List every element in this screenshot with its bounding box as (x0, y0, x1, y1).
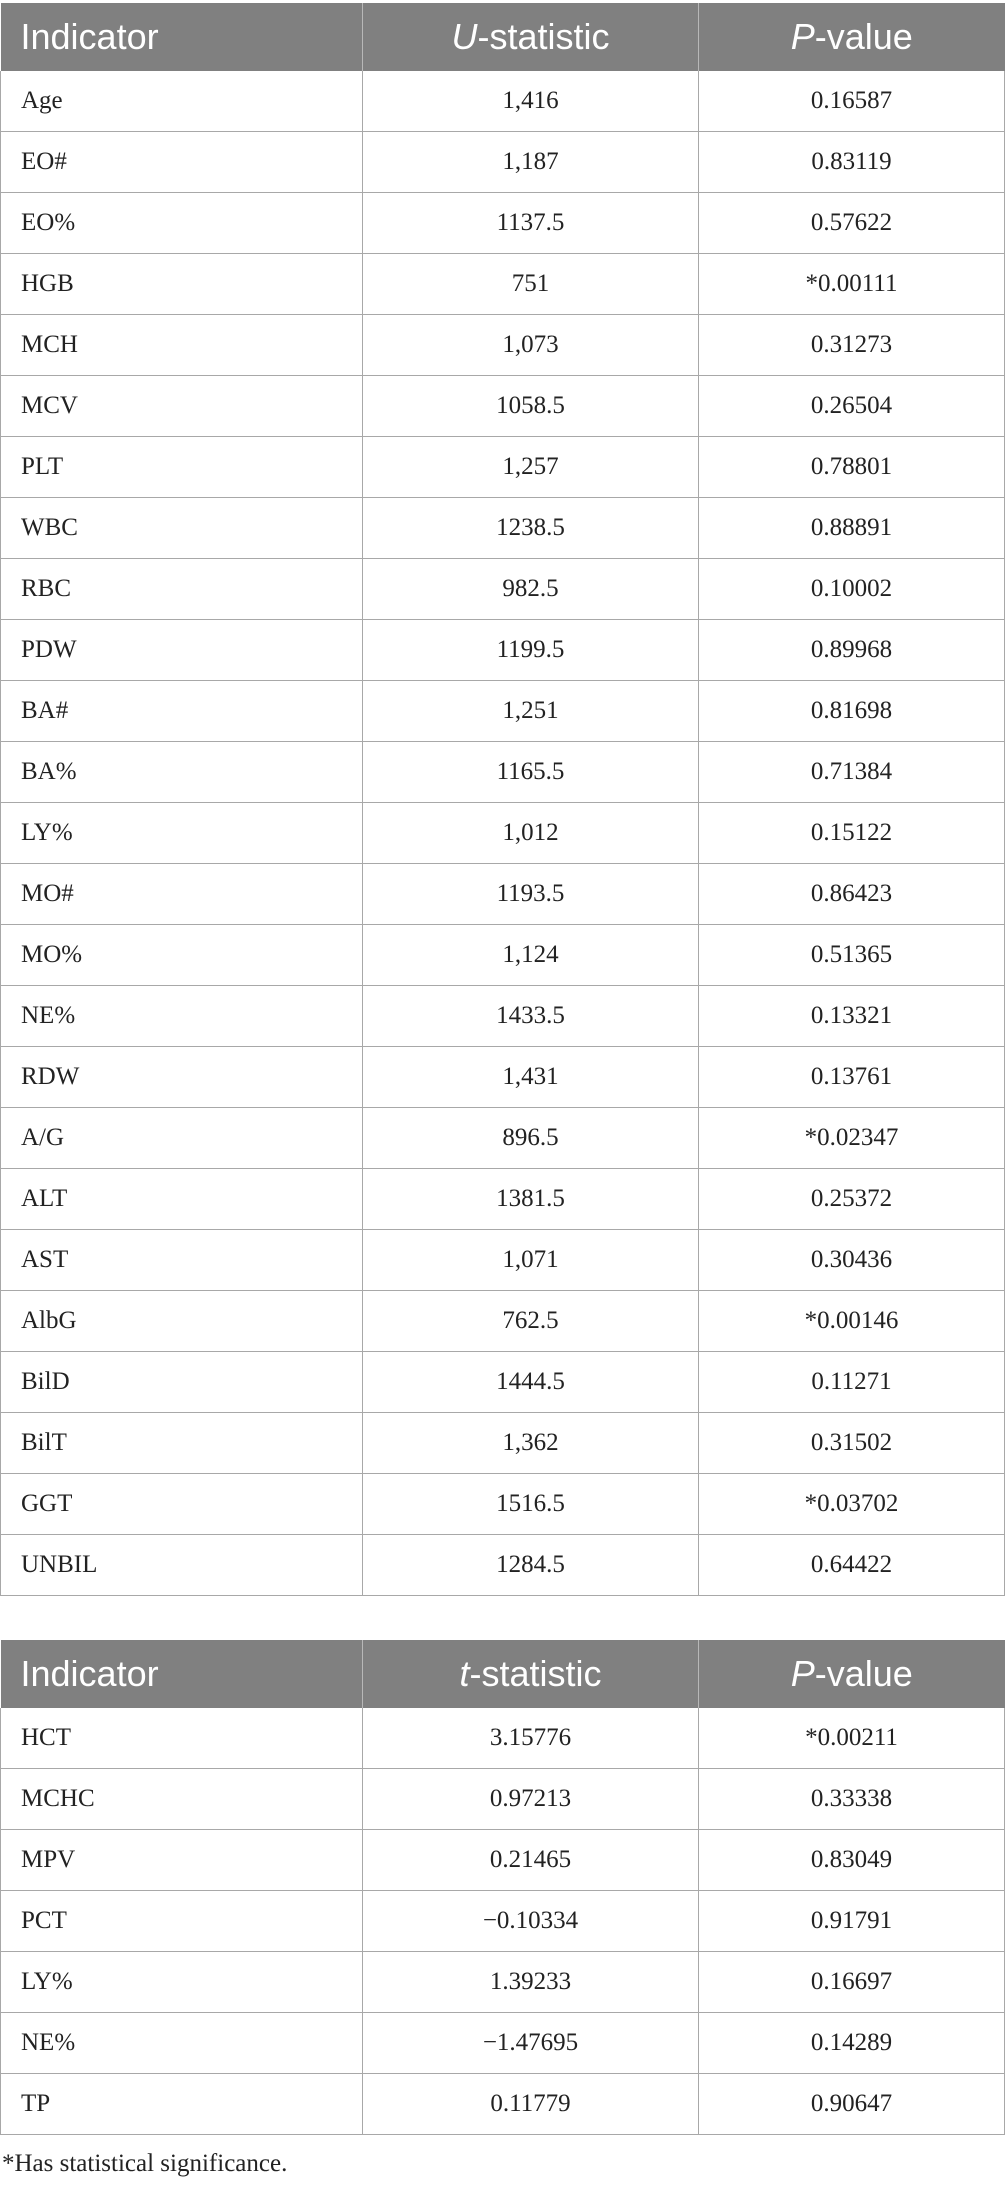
statistic-cell: 1381.5 (363, 1169, 699, 1230)
t-statistic-table (0, 1640, 1005, 2135)
header-p-label: -value (814, 1653, 913, 1694)
p-value-cell: 0.16697 (699, 1952, 1005, 2013)
table-row (1, 1230, 1005, 1291)
header-p-label: -value (814, 16, 913, 57)
indicator-cell: RDW (1, 1047, 363, 1108)
p-value-cell: 0.25372 (699, 1169, 1005, 1230)
p-value-cell: 0.91791 (699, 1891, 1005, 1952)
indicator-cell: MO# (1, 864, 363, 925)
statistic-cell: −1.47695 (363, 2013, 699, 2074)
indicator-cell: BilT (1, 1413, 363, 1474)
header-stat-symbol: U (451, 16, 478, 57)
p-value-cell: 0.31502 (699, 1413, 1005, 1474)
table-row (1, 2074, 1005, 2135)
statistic-cell: 1199.5 (363, 620, 699, 681)
indicator-cell: LY% (1, 1952, 363, 2013)
indicator-cell: LY% (1, 803, 363, 864)
statistic-cell: 1193.5 (363, 864, 699, 925)
header-u-statistic (363, 3, 699, 71)
statistic-cell: 1,124 (363, 925, 699, 986)
header-indicator: Indicator (1, 1640, 363, 1708)
p-value-cell: *0.00111 (699, 254, 1005, 315)
significance-footnote: *Has statistical significance. (2, 2150, 288, 2177)
indicator-cell: HCT (1, 1708, 363, 1769)
statistic-cell: 1433.5 (363, 986, 699, 1047)
indicator-cell: EO% (1, 193, 363, 254)
indicator-cell: NE% (1, 2013, 363, 2074)
indicator-cell: GGT (1, 1474, 363, 1535)
table-row (1, 1047, 1005, 1108)
statistic-cell: 1,187 (363, 132, 699, 193)
table-row (1, 1535, 1005, 1596)
statistic-cell: 1284.5 (363, 1535, 699, 1596)
p-value-cell: 0.57622 (699, 193, 1005, 254)
table-row (1, 315, 1005, 376)
statistic-cell: 1,431 (363, 1047, 699, 1108)
table-row (1, 620, 1005, 681)
table-header-row (1, 3, 1005, 71)
statistic-cell: 0.97213 (363, 1769, 699, 1830)
indicator-cell: NE% (1, 986, 363, 1047)
table-row (1, 559, 1005, 620)
header-t-statistic (363, 1640, 699, 1708)
indicator-cell: BA% (1, 742, 363, 803)
indicator-cell: AlbG (1, 1291, 363, 1352)
indicator-cell: MCHC (1, 1769, 363, 1830)
table-row (1, 864, 1005, 925)
indicator-cell: TP (1, 2074, 363, 2135)
statistic-cell: 1516.5 (363, 1474, 699, 1535)
u-table-body (1, 71, 1005, 1596)
table-row (1, 986, 1005, 1047)
statistic-cell: 1238.5 (363, 498, 699, 559)
table-row (1, 742, 1005, 803)
statistic-cell: 1,073 (363, 315, 699, 376)
table-row (1, 803, 1005, 864)
header-stat-label: -statistic (477, 16, 610, 57)
indicator-cell: A/G (1, 1108, 363, 1169)
statistic-cell: 1,416 (363, 71, 699, 132)
u-statistic-table (0, 3, 1005, 1596)
table-row (1, 2013, 1005, 2074)
p-value-cell: 0.13321 (699, 986, 1005, 1047)
indicator-cell: UNBIL (1, 1535, 363, 1596)
statistic-cell: 896.5 (363, 1108, 699, 1169)
table-row (1, 254, 1005, 315)
p-value-cell: *0.03702 (699, 1474, 1005, 1535)
statistic-cell: 982.5 (363, 559, 699, 620)
table-row (1, 1708, 1005, 1769)
statistic-cell: 762.5 (363, 1291, 699, 1352)
statistic-cell: 1165.5 (363, 742, 699, 803)
p-value-cell: 0.83119 (699, 132, 1005, 193)
indicator-cell: Age (1, 71, 363, 132)
p-value-cell: 0.26504 (699, 376, 1005, 437)
table-row (1, 71, 1005, 132)
statistic-cell: 1,071 (363, 1230, 699, 1291)
p-value-cell: 0.78801 (699, 437, 1005, 498)
indicator-cell: BilD (1, 1352, 363, 1413)
statistic-cell: 1.39233 (363, 1952, 699, 2013)
p-value-cell: 0.89968 (699, 620, 1005, 681)
statistic-cell: 1,251 (363, 681, 699, 742)
table-row (1, 1952, 1005, 2013)
table-row (1, 1413, 1005, 1474)
table-header-row (1, 1640, 1005, 1708)
statistic-cell: 0.21465 (363, 1830, 699, 1891)
p-value-cell: 0.13761 (699, 1047, 1005, 1108)
indicator-cell: MO% (1, 925, 363, 986)
table-row (1, 1769, 1005, 1830)
p-value-cell: 0.15122 (699, 803, 1005, 864)
statistic-cell: 751 (363, 254, 699, 315)
table-row (1, 1352, 1005, 1413)
indicator-cell: MCV (1, 376, 363, 437)
table-row (1, 132, 1005, 193)
indicator-cell: PDW (1, 620, 363, 681)
header-p-value (699, 3, 1005, 71)
table-row (1, 1830, 1005, 1891)
p-value-cell: 0.31273 (699, 315, 1005, 376)
t-table-body (1, 1708, 1005, 2135)
indicator-cell: ALT (1, 1169, 363, 1230)
p-value-cell: 0.11271 (699, 1352, 1005, 1413)
p-value-cell: *0.00211 (699, 1708, 1005, 1769)
indicator-cell: PCT (1, 1891, 363, 1952)
p-value-cell: 0.81698 (699, 681, 1005, 742)
p-value-cell: *0.02347 (699, 1108, 1005, 1169)
p-value-cell: 0.33338 (699, 1769, 1005, 1830)
p-value-cell: *0.00146 (699, 1291, 1005, 1352)
statistic-cell: 1,362 (363, 1413, 699, 1474)
table-row (1, 681, 1005, 742)
p-value-cell: 0.16587 (699, 71, 1005, 132)
p-value-cell: 0.83049 (699, 1830, 1005, 1891)
indicator-cell: HGB (1, 254, 363, 315)
p-value-cell: 0.10002 (699, 559, 1005, 620)
statistic-cell: 1,257 (363, 437, 699, 498)
p-value-cell: 0.14289 (699, 2013, 1005, 2074)
table-row (1, 437, 1005, 498)
indicator-cell: BA# (1, 681, 363, 742)
statistic-cell: 1058.5 (363, 376, 699, 437)
table-row (1, 193, 1005, 254)
p-value-cell: 0.88891 (699, 498, 1005, 559)
statistic-cell: −0.10334 (363, 1891, 699, 1952)
p-value-cell: 0.86423 (699, 864, 1005, 925)
statistic-cell: 1,012 (363, 803, 699, 864)
table-row (1, 1291, 1005, 1352)
header-p-value (699, 1640, 1005, 1708)
header-stat-symbol: t (459, 1653, 470, 1694)
table-row (1, 376, 1005, 437)
header-indicator: Indicator (1, 3, 363, 71)
p-value-cell: 0.30436 (699, 1230, 1005, 1291)
indicator-cell: AST (1, 1230, 363, 1291)
table-row (1, 1108, 1005, 1169)
statistic-cell: 1444.5 (363, 1352, 699, 1413)
statistic-cell: 3.15776 (363, 1708, 699, 1769)
table-row (1, 498, 1005, 559)
indicator-cell: PLT (1, 437, 363, 498)
indicator-cell: WBC (1, 498, 363, 559)
p-value-cell: 0.64422 (699, 1535, 1005, 1596)
table-row (1, 925, 1005, 986)
header-p-symbol: P (790, 1653, 815, 1694)
p-value-cell: 0.71384 (699, 742, 1005, 803)
indicator-cell: RBC (1, 559, 363, 620)
p-value-cell: 0.51365 (699, 925, 1005, 986)
table-row (1, 1169, 1005, 1230)
statistic-cell: 1137.5 (363, 193, 699, 254)
header-stat-label: -statistic (469, 1653, 602, 1694)
table-row (1, 1891, 1005, 1952)
statistic-cell: 0.11779 (363, 2074, 699, 2135)
p-value-cell: 0.90647 (699, 2074, 1005, 2135)
indicator-cell: EO# (1, 132, 363, 193)
indicator-cell: MCH (1, 315, 363, 376)
header-p-symbol: P (790, 16, 815, 57)
indicator-cell: MPV (1, 1830, 363, 1891)
table-row (1, 1474, 1005, 1535)
